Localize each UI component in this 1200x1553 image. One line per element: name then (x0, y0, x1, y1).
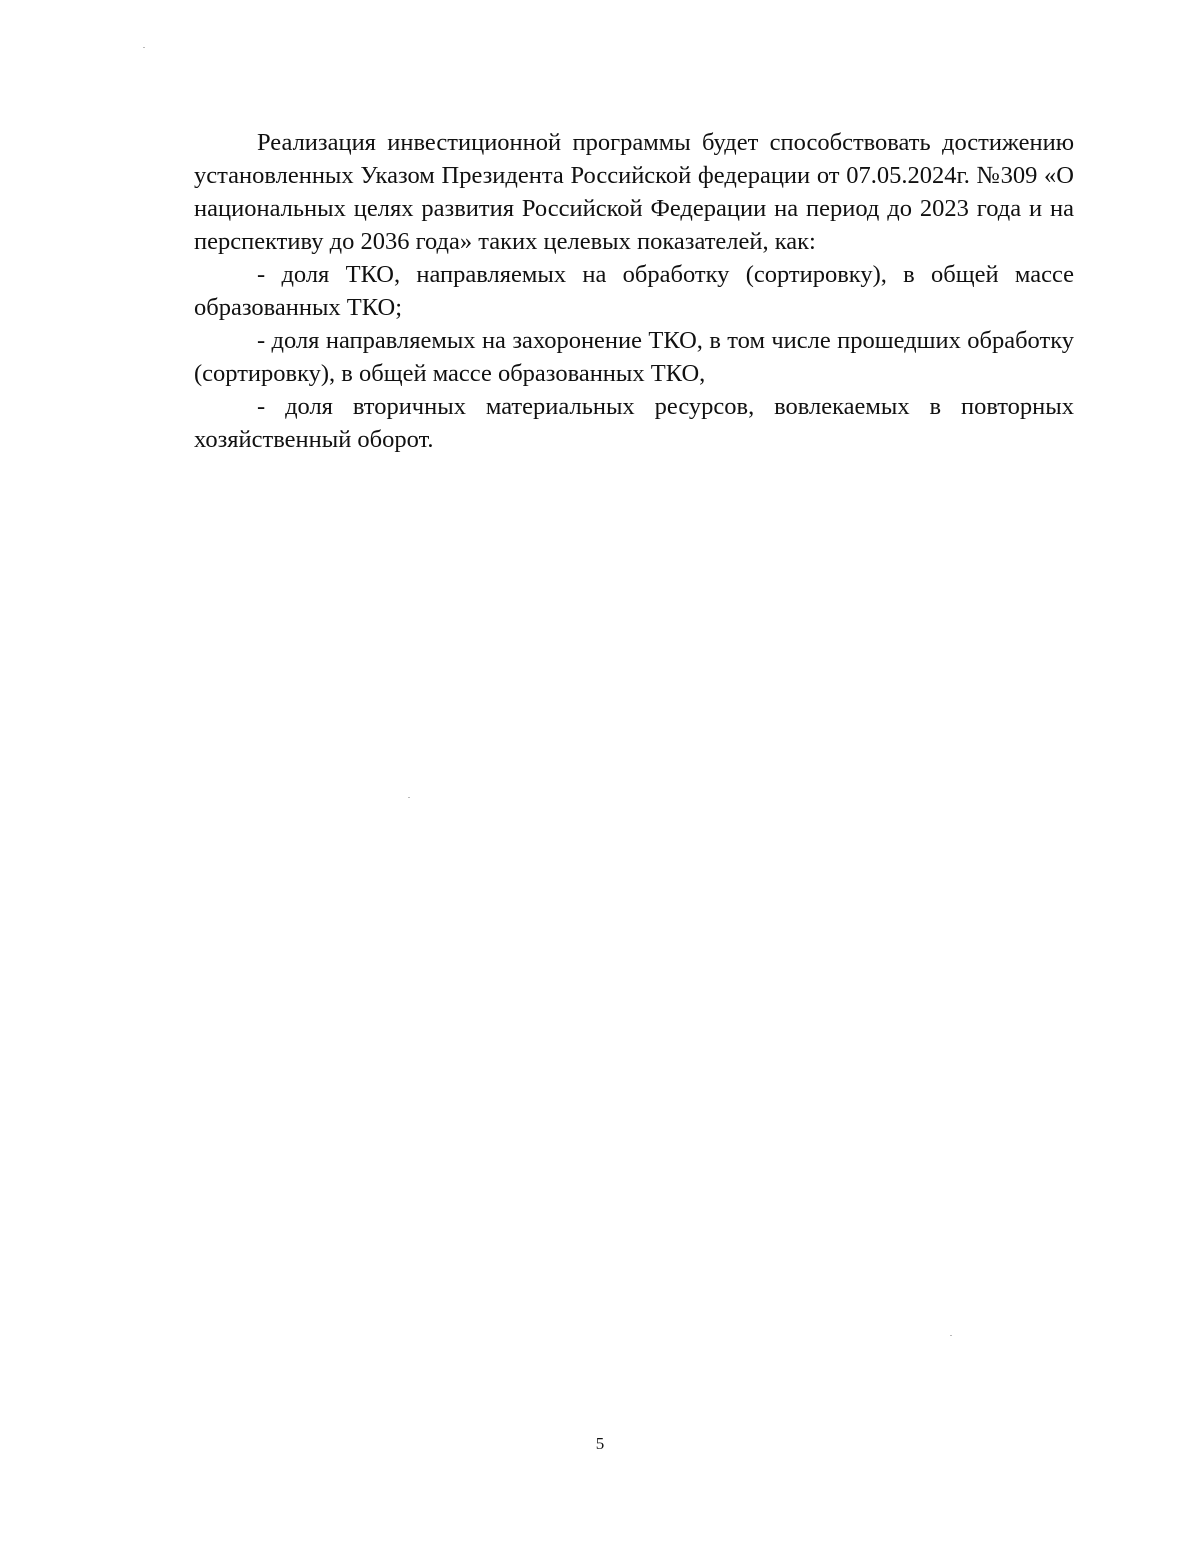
scan-speck (143, 47, 145, 48)
scan-speck (950, 1335, 952, 1336)
indicator-item: - доля направляемых на захоронение ТКО, в том числе прошедших обработку (сортировку), в общей массе образованных ТКО, (194, 327, 1074, 387)
page-number: 5 (595, 1434, 605, 1453)
indicator-item: - доля вторичных материальных ресурсов, вовлекаемых в повторных хозяйственный оборот. (194, 393, 1074, 453)
document-body (194, 126, 1074, 456)
intro-paragraph: Реализация инвестиционной программы будет способствовать достижению установленных Указом Президента Российской федерации от 07.05.2024г. №309 «О национальных целях развития Российской Федерации на период до 2023 года и на перспективу до 2036 года» таких целевых показателей, как: (194, 129, 1074, 255)
scan-speck (408, 797, 410, 798)
indicator-item: - доля ТКО, направляемых на обработку (сортировку), в общей массе образованных ТКО; (194, 261, 1074, 321)
